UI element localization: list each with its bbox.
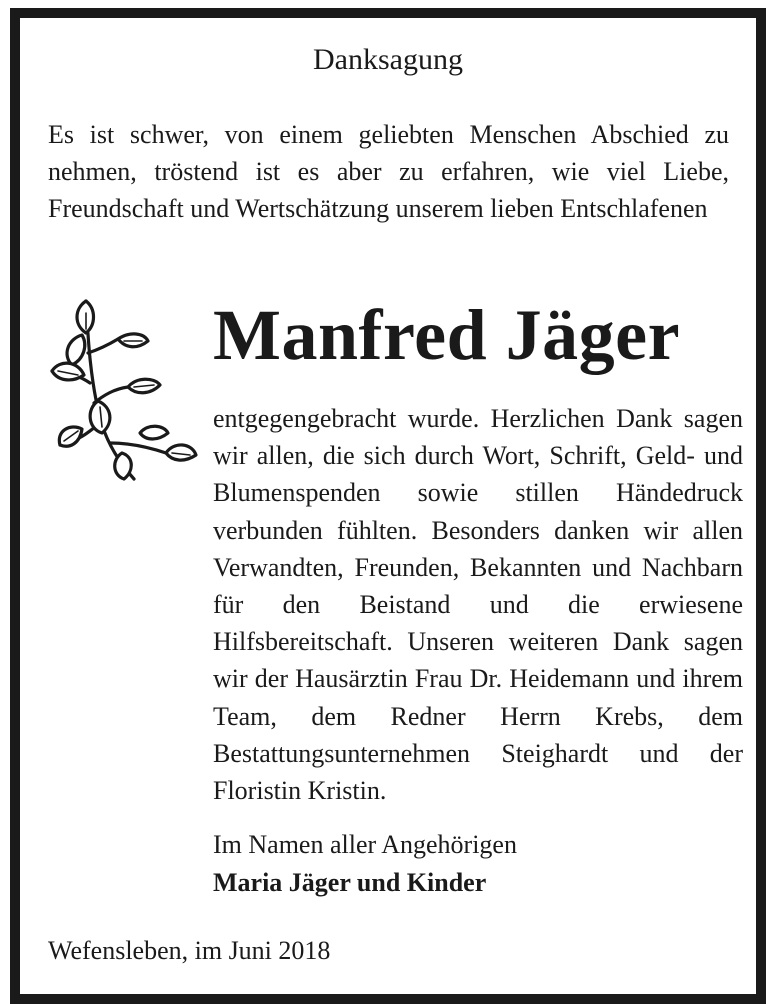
intro-paragraph: Es ist schwer, von einem geliebten Menschen Abschied zu nehmen, tröstend ist es aber zu erfahren, wie viel Liebe, Freundschaft und Wertschätzung unserem lieben Entschlafenen [48, 120, 729, 223]
thanks-paragraph: entgegengebracht wurde. Herzlichen Dank sagen wir allen, die sich durch Wort, Schrift, Geld- und Blumenspenden sowie stillen Händedruck verbunden fühlten. Besonders danken wir allen Verwandten, Freunden, Bekannten und Nachbarn für den Beistand und die erwiesene Hilfsbereitschaft. Unseren weiteren Dank sagen wir der Hausärztin Frau Dr. Heidemann und ihrem Team, dem Redner Herrn Krebs, dem Bestattungsunternehmen Steighardt und der Floristin Kristin. [213, 404, 743, 806]
intro-text [48, 116, 729, 227]
place-and-date: Wefensleben, im Juni 2018 [48, 936, 331, 965]
notice-heading: Danksagung [313, 43, 463, 76]
signoff-line: Im Namen aller Angehörigen [213, 830, 517, 859]
thanks-text [213, 400, 743, 809]
notice-frame [10, 8, 766, 1004]
deceased-name: Manfred Jäger [213, 295, 681, 375]
signer-name: Maria Jäger und Kinder [213, 868, 487, 897]
leaf-branch-icon [38, 283, 198, 483]
